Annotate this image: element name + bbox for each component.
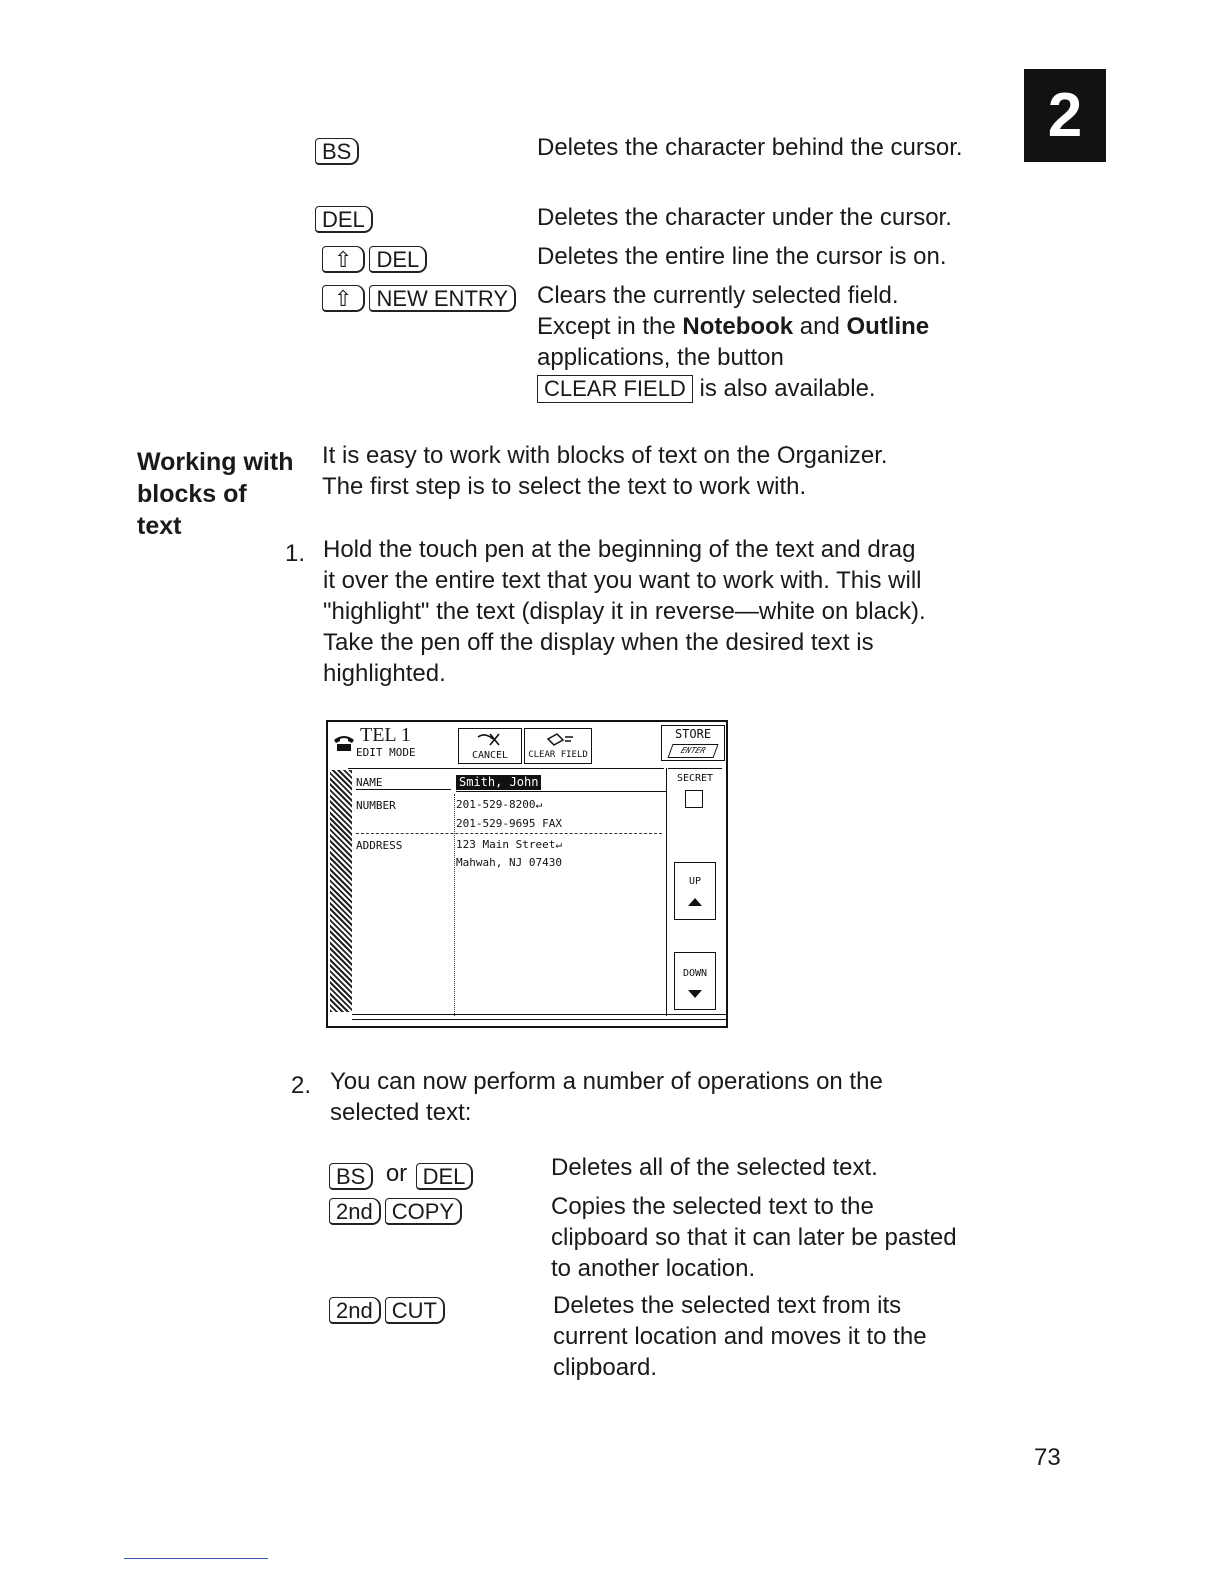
- column-divider: [454, 794, 455, 1016]
- store-button[interactable]: STORE ENTER: [661, 725, 725, 761]
- key-2nd-cut: [329, 1297, 449, 1324]
- key-bs: [315, 138, 363, 165]
- right-panel-divider: [666, 768, 667, 1016]
- telephone-icon: [332, 732, 356, 752]
- binder-strip: [330, 770, 352, 1012]
- organizer-screen: [326, 720, 728, 1028]
- bs-key: BS: [315, 138, 359, 165]
- down-arrow-icon: [687, 989, 703, 999]
- address-value-2[interactable]: Mahwah, NJ 07430: [456, 856, 562, 869]
- desc-shift-new-entry: Clears the currently selected field. Except in the Notebook and Outline applications, the button CLEAR FIELD is also available.: [537, 282, 930, 402]
- cancel-icon: [475, 731, 505, 749]
- row-divider: [356, 833, 662, 834]
- key-shift-new-entry: [322, 285, 520, 312]
- step1-text: Hold the touch pen at the beginning of the text and drag it over the entire text that you want to work with. This will "highlight" the text (display it in reverse—white on black). Take the pen off the display when the desired text is highlighted.: [323, 536, 926, 687]
- bottom-border-2: [352, 1019, 726, 1020]
- new-entry-key: NEW ENTRY: [369, 285, 516, 312]
- chapter-tab: 2: [1024, 69, 1106, 162]
- address-value-1[interactable]: 123 Main Street↵: [456, 838, 562, 851]
- bs-key: BS: [329, 1163, 373, 1190]
- step2-number: 2.: [291, 1072, 312, 1099]
- desc-2nd-cut: Deletes the selected text from its current location and moves it to the clipboard.: [553, 1292, 927, 1381]
- del-key: DEL: [416, 1163, 474, 1190]
- desc-shift-del: Deletes the entire line the cursor is on.: [537, 243, 947, 270]
- enter-key-icon: ENTER: [667, 744, 718, 758]
- eraser-icon: [545, 731, 575, 749]
- shift-key-icon: ⇧: [322, 285, 365, 312]
- shift-key-icon: ⇧: [322, 246, 365, 273]
- secret-label: SECRET: [676, 773, 714, 784]
- clear-field-button[interactable]: CLEAR FIELD: [524, 728, 592, 764]
- step2-text: You can now perform a number of operations on the selected text:: [330, 1068, 883, 1126]
- copy-key: COPY: [385, 1198, 462, 1225]
- app-title: TEL 1: [360, 724, 411, 746]
- del-key: DEL: [315, 206, 373, 233]
- key-del: [315, 206, 377, 233]
- name-value-highlighted[interactable]: Smith, John: [456, 775, 541, 790]
- key-2nd-copy: [329, 1198, 466, 1225]
- field-label-number[interactable]: NUMBER: [356, 799, 396, 812]
- name-underline: [456, 791, 666, 792]
- up-arrow-icon: [687, 897, 703, 907]
- number-value-2[interactable]: 201-529-9695 FAX: [456, 817, 562, 830]
- up-button[interactable]: UP: [674, 862, 716, 920]
- desc-del: Deletes the character under the cursor.: [537, 204, 952, 231]
- secret-checkbox[interactable]: [685, 790, 703, 808]
- footer-rule: [124, 1558, 268, 1559]
- clear-field-button: CLEAR FIELD: [537, 375, 693, 403]
- desc-2nd-copy: Copies the selected text to the clipboard so that it can later be pasted to another location.: [551, 1193, 957, 1282]
- cut-key: CUT: [385, 1297, 445, 1324]
- header-divider: [348, 768, 664, 769]
- bottom-border: [352, 1014, 726, 1015]
- 2nd-key: 2nd: [329, 1198, 381, 1225]
- section-intro: It is easy to work with blocks of text on the Organizer. The first step is to select the text to work with.: [322, 442, 888, 500]
- number-value-1[interactable]: 201-529-8200↵: [456, 798, 543, 811]
- page-number: 73: [1034, 1444, 1061, 1471]
- down-button[interactable]: DOWN: [674, 952, 716, 1010]
- step1-number: 1.: [285, 540, 306, 567]
- key-shift-del: [322, 246, 431, 273]
- field-label-address[interactable]: ADDRESS: [356, 839, 403, 852]
- field-label-name[interactable]: NAME: [356, 776, 451, 790]
- del-key: DEL: [369, 246, 427, 273]
- desc-bs-or-del: Deletes all of the selected text.: [551, 1154, 878, 1181]
- cancel-button[interactable]: CANCEL: [458, 728, 522, 764]
- mode-label: EDIT MODE: [356, 746, 416, 759]
- key-bs-or-del: BS or DEL: [329, 1158, 477, 1190]
- section-heading: Working with blocks of text: [137, 448, 294, 540]
- desc-bs: Deletes the character behind the cursor.: [537, 134, 963, 161]
- 2nd-key: 2nd: [329, 1297, 381, 1324]
